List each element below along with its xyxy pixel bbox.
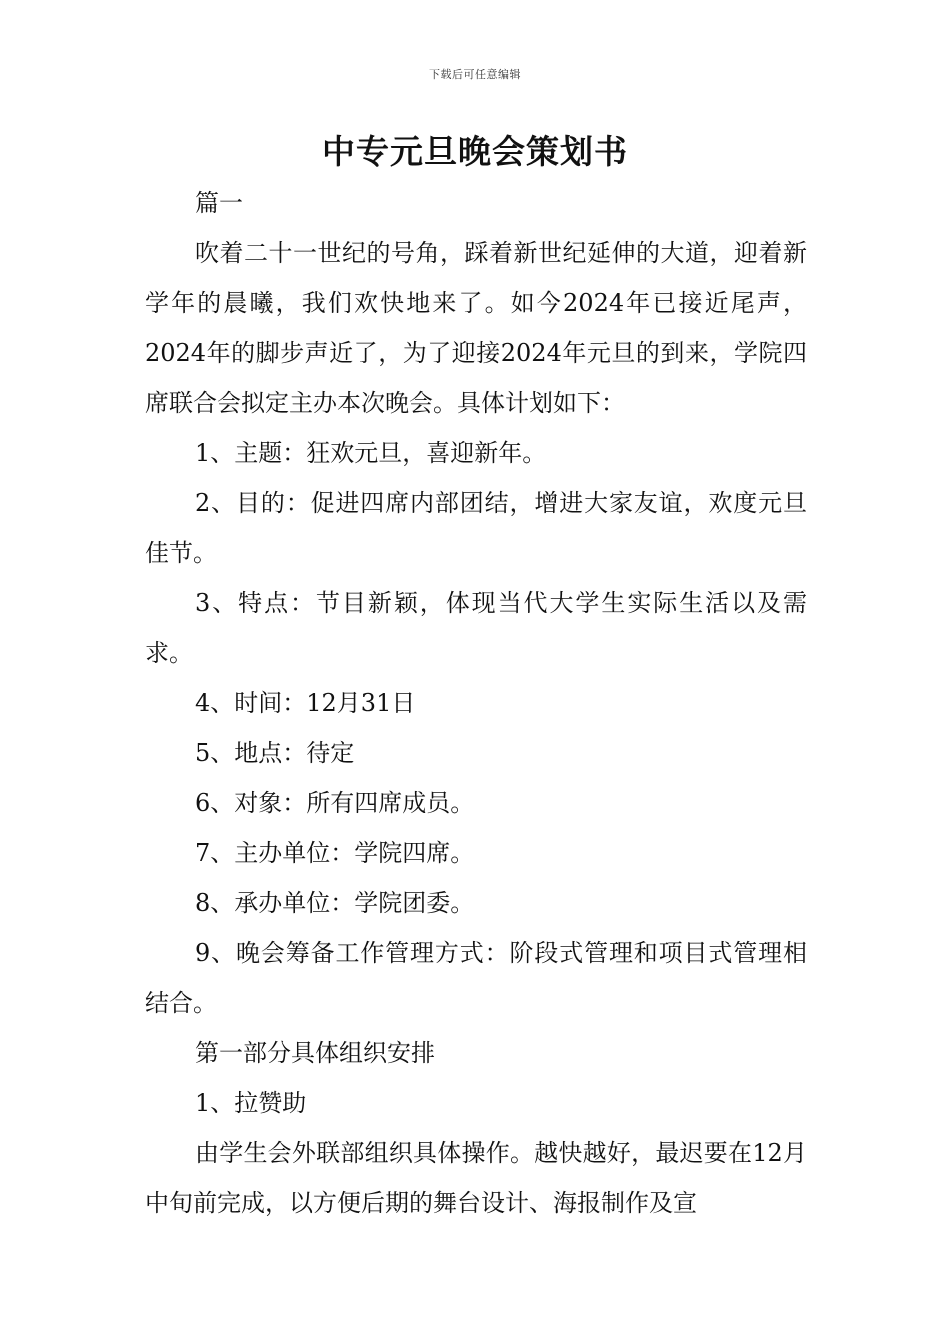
list-item-purpose: 2、目的：促进四席内部团结，增进大家友谊，欢度元旦佳节。	[145, 489, 807, 567]
list-item-location: 5、地点：待定	[195, 739, 355, 767]
section-label: 篇一	[195, 189, 243, 217]
list-item-features: 3、特点：节目新颖，体现当代大学生实际生活以及需求。	[145, 589, 807, 667]
list-item-organizer: 8、承办单位：学院团委。	[195, 889, 475, 917]
sponsorship-paragraph: 由学生会外联部组织具体操作。越快越好，最迟要在12月中旬前完成，以方便后期的舞台设计、海报制作及宣	[145, 1139, 807, 1217]
list-item-host: 7、主办单位：学院四席。	[195, 839, 475, 867]
section-heading: 第一部分具体组织安排	[195, 1039, 435, 1067]
subsection-heading: 1、拉赞助	[195, 1089, 307, 1117]
list-item-theme: 1、主题：狂欢元旦，喜迎新年。	[195, 439, 547, 467]
list-item-audience: 6、对象：所有四席成员。	[195, 789, 475, 817]
document-title: 中专元旦晚会策划书	[322, 132, 628, 171]
document-body	[145, 178, 807, 1228]
list-item-management: 9、晚会筹备工作管理方式：阶段式管理和项目式管理相结合。	[145, 939, 807, 1017]
intro-paragraph: 吹着二十一世纪的号角，踩着新世纪延伸的大道，迎着新学年的晨曦，我们欢快地来了。如今2024年已接近尾声，2024年的脚步声近了，为了迎接2024年元旦的到来，学院四席联合会拟定主办本次晚会。具体计划如下：	[145, 239, 807, 417]
list-item-time: 4、时间：12月31日	[195, 689, 416, 717]
header-note: 下载后可任意编辑	[429, 68, 521, 81]
